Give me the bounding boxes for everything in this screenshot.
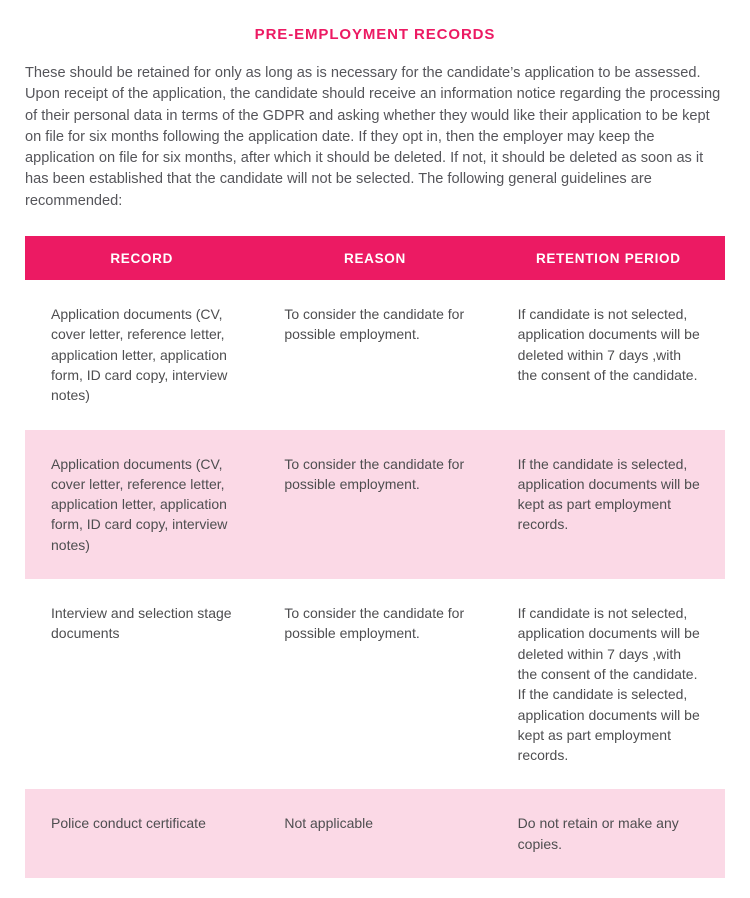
intro-paragraph: These should be retained for only as long as is necessary for the candidate’s application to be assessed. Upon receipt of the application, the candidate should receive an information notice regarding the processing of their personal data in terms of the GDPR and asking whether they would like their application to be kept on file for six months following the application date. If they opt in, then the employer may keep the application on file for six months, after which it should be deleted. If not, it should be deleted as soon as it has been established that the candidate will not be selected. The following general guidelines are recommended:: [25, 65, 721, 209]
page-title: PRE-EMPLOYMENT RECORDS: [254, 26, 496, 43]
cell-record: Interview and selection stage documents: [51, 605, 232, 642]
cell-record: Application documents (CV, cover letter, reference letter, application letter, application form, ID card copy, interview notes): [51, 306, 228, 404]
records-table: [25, 236, 725, 878]
table-row: [25, 280, 725, 429]
cell-record: Police conduct certificate: [51, 815, 206, 832]
cell-reason: To consider the candidate for possible employment.: [284, 455, 465, 492]
table-row: [25, 430, 725, 579]
header-cell-reason: REASON: [344, 250, 406, 266]
cell-record: Application documents (CV, cover letter, reference letter, application letter, application form, ID card copy, interview notes): [51, 455, 228, 553]
header-cell-retention-period: RETENTION PERIOD: [535, 250, 681, 266]
cell-retention: If candidate is not selected, application documents will be deleted within 7 days ,with the consent of the candidate.: [517, 306, 700, 383]
cell-retention: If candidate is not selected, application documents will be deleted within 7 days ,with the consent of the candidate. If the candidate is selected, application documents will be kept as part employment records.: [517, 605, 700, 764]
table-row: [25, 789, 725, 878]
cell-retention: If the candidate is selected, application documents will be kept as part employment records.: [517, 455, 700, 533]
header-cell-record: RECORD: [110, 250, 174, 266]
cell-reason: Not applicable: [284, 815, 374, 832]
cell-reason: To consider the candidate for possible employment.: [284, 306, 465, 343]
cell-retention: Do not retain or make any copies.: [517, 815, 679, 852]
cell-reason: To consider the candidate for possible employment.: [284, 605, 465, 642]
table-header-row: [25, 236, 725, 280]
table-row: [25, 579, 725, 789]
